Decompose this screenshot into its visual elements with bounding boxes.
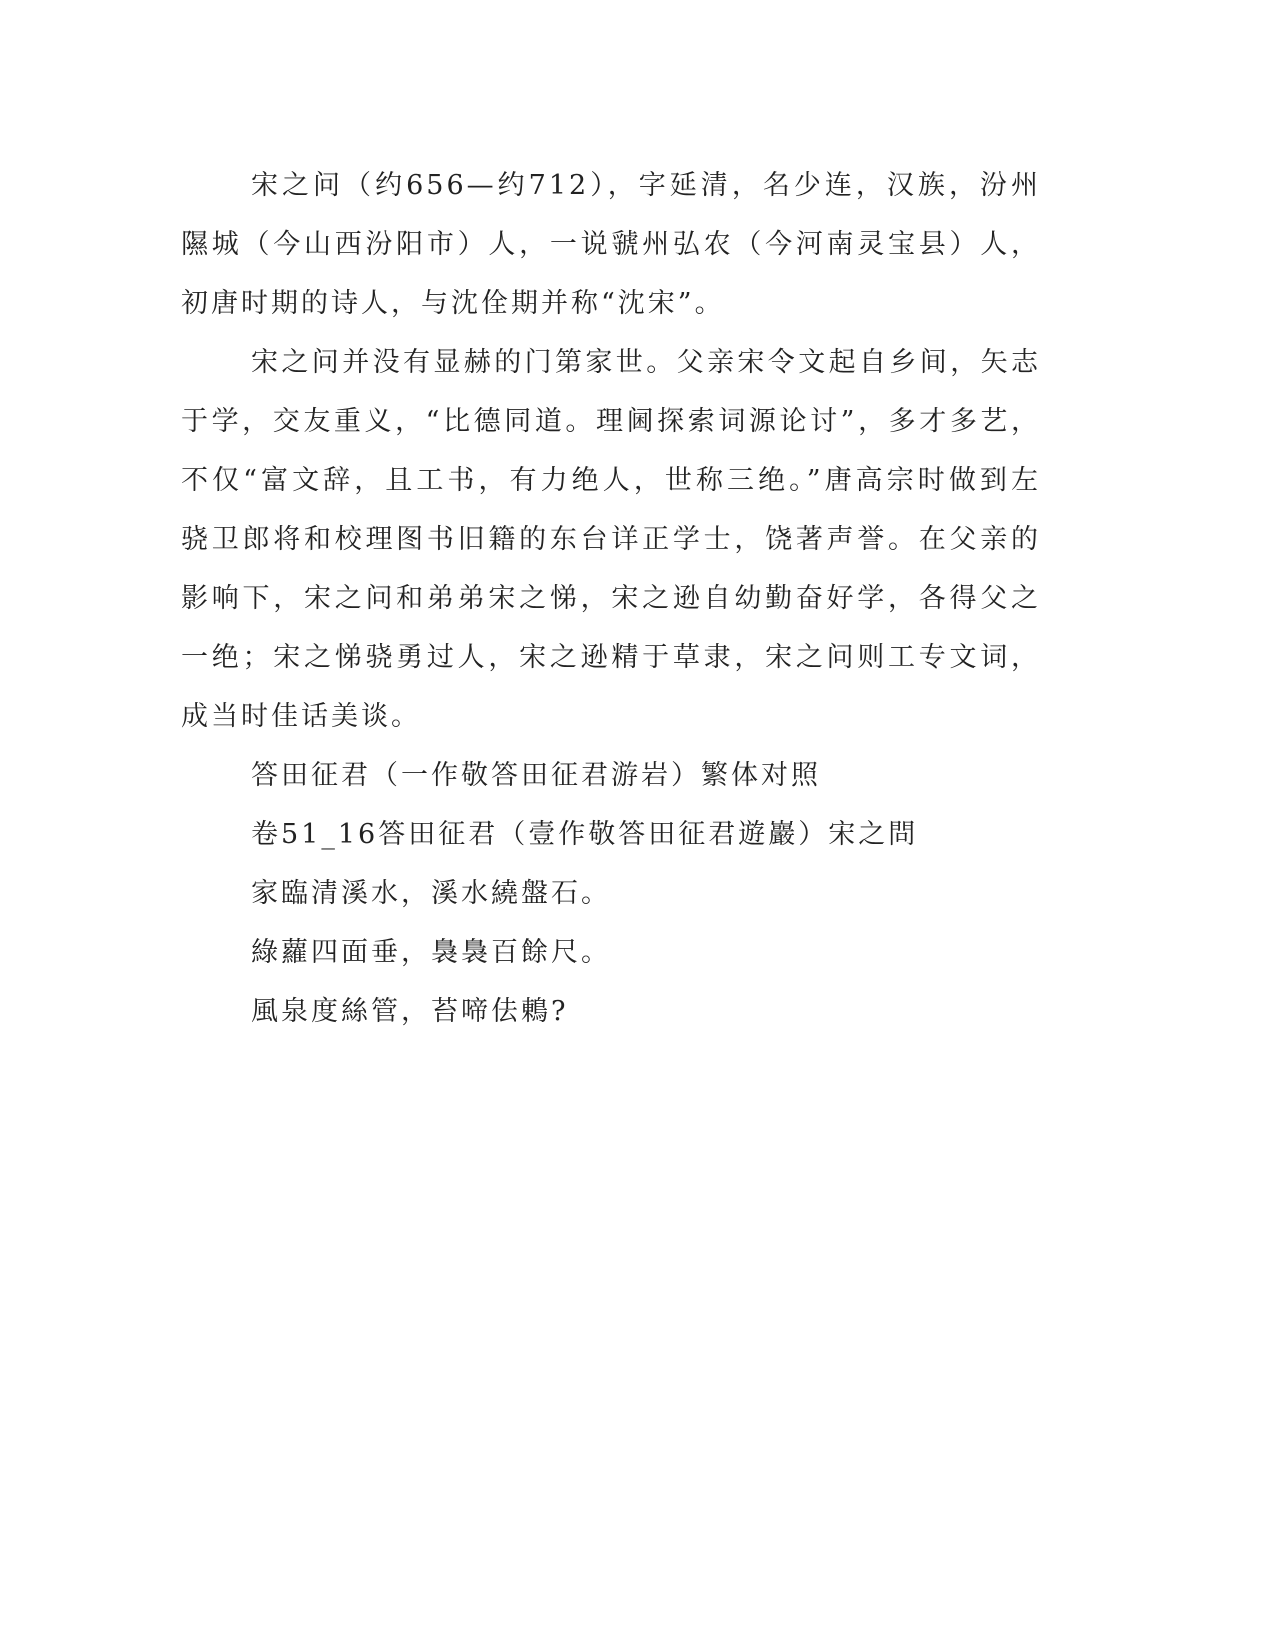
poem-source: 卷51_16答田征君（壹作敬答田征君遊巖）宋之問 — [251, 819, 919, 850]
poem-line: 綠蘿四面垂，裊裊百餘尺。 — [251, 937, 611, 968]
poem-heading: 答田征君（一作敬答田征君游岩）繁体对照 — [251, 760, 821, 791]
paragraph-family: 宋之问并没有显赫的门第家世。父亲宋令文起自乡间，矢志于学，交友重义，“比德同道。理阃探索词源论讨”，多才多艺，不仅“富文辞，且工书，有力绝人，世称三绝。”唐高宗时做到左骁卫郎将和校理图书旧籍的东台详正学士，饶著声誉。在父亲的影响下，宋之问和弟弟宋之悌，宋之逊自幼勤奋好学，各得父之一绝；宋之悌骁勇过人，宋之逊精于草隶，宋之问则工专文词，成当时佳话美谈。 — [181, 347, 1041, 732]
paragraph-biography: 宋之问（约656—约712），字延清，名少连，汉族，汾州隰城（今山西汾阳市）人，一说虢州弘农（今河南灵宝县）人，初唐时期的诗人，与沈佺期并称“沈宋”。 — [181, 170, 1041, 319]
poem-line: 風泉度絲管，苔啼佉鶇? — [251, 996, 569, 1027]
poem-line: 家臨清溪水，溪水繞盤石。 — [251, 878, 611, 909]
document-body — [181, 156, 1041, 1041]
